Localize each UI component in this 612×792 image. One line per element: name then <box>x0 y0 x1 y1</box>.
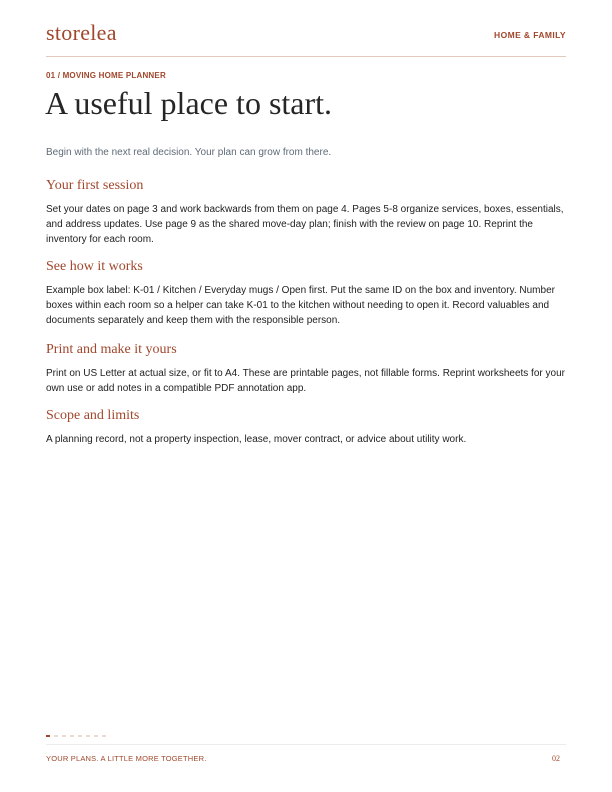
section-body: Print on US Letter at actual size, or fit to A4. These are printable pages, not fillable forms. Reprint worksheets for your own use or add notes in a compatible PDF annotation app. <box>46 368 565 394</box>
progress-dot <box>102 735 106 737</box>
section-heading: See how it works <box>46 259 143 274</box>
progress-dot-active <box>46 735 50 737</box>
progress-dot <box>78 735 82 737</box>
section-body: A planning record, not a property inspection, lease, mover contract, or advice about utility work. <box>46 434 467 445</box>
progress-dot <box>94 735 98 737</box>
progress-dot <box>62 735 66 737</box>
page-number: 02 <box>552 754 560 763</box>
page-progress-indicator <box>46 735 106 737</box>
progress-dot <box>54 735 58 737</box>
section-body: Example box label: K-01 / Kitchen / Everyday mugs / Open first. Put the same ID on the box and inventory. Number boxes within each room so a helper can take K-01 to the kitchen without needing to open it. Record valuables and documents separately and keep them with the responsible person. <box>46 285 555 326</box>
brand-logo: storelea <box>46 20 117 45</box>
footer-divider <box>46 744 566 745</box>
section-scope <box>46 408 566 447</box>
section-heading: Scope and limits <box>46 408 140 423</box>
section-how-it-works <box>46 259 566 328</box>
lead-paragraph: Begin with the next real decision. Your plan can grow from there. <box>46 147 332 158</box>
section-print <box>46 342 566 396</box>
page-title: A useful place to start. <box>45 85 333 121</box>
section-heading: Print and make it yours <box>46 342 177 357</box>
section-heading: Your first session <box>46 178 144 193</box>
header-divider <box>46 56 566 57</box>
category-label: HOME & FAMILY <box>494 30 566 40</box>
section-first-session <box>46 178 566 247</box>
progress-dot <box>70 735 74 737</box>
footer-tagline: YOUR PLANS. A LITTLE MORE TOGETHER. <box>46 754 207 763</box>
progress-dot <box>86 735 90 737</box>
section-body: Set your dates on page 3 and work backwards from them on page 4. Pages 5-8 organize services, boxes, essentials, and address updates. Use page 9 as the shared move-day plan; finish with the review on page 10. Reprint the inventory for each room. <box>46 204 564 245</box>
section-eyebrow: 01 / MOVING HOME PLANNER <box>46 71 166 80</box>
